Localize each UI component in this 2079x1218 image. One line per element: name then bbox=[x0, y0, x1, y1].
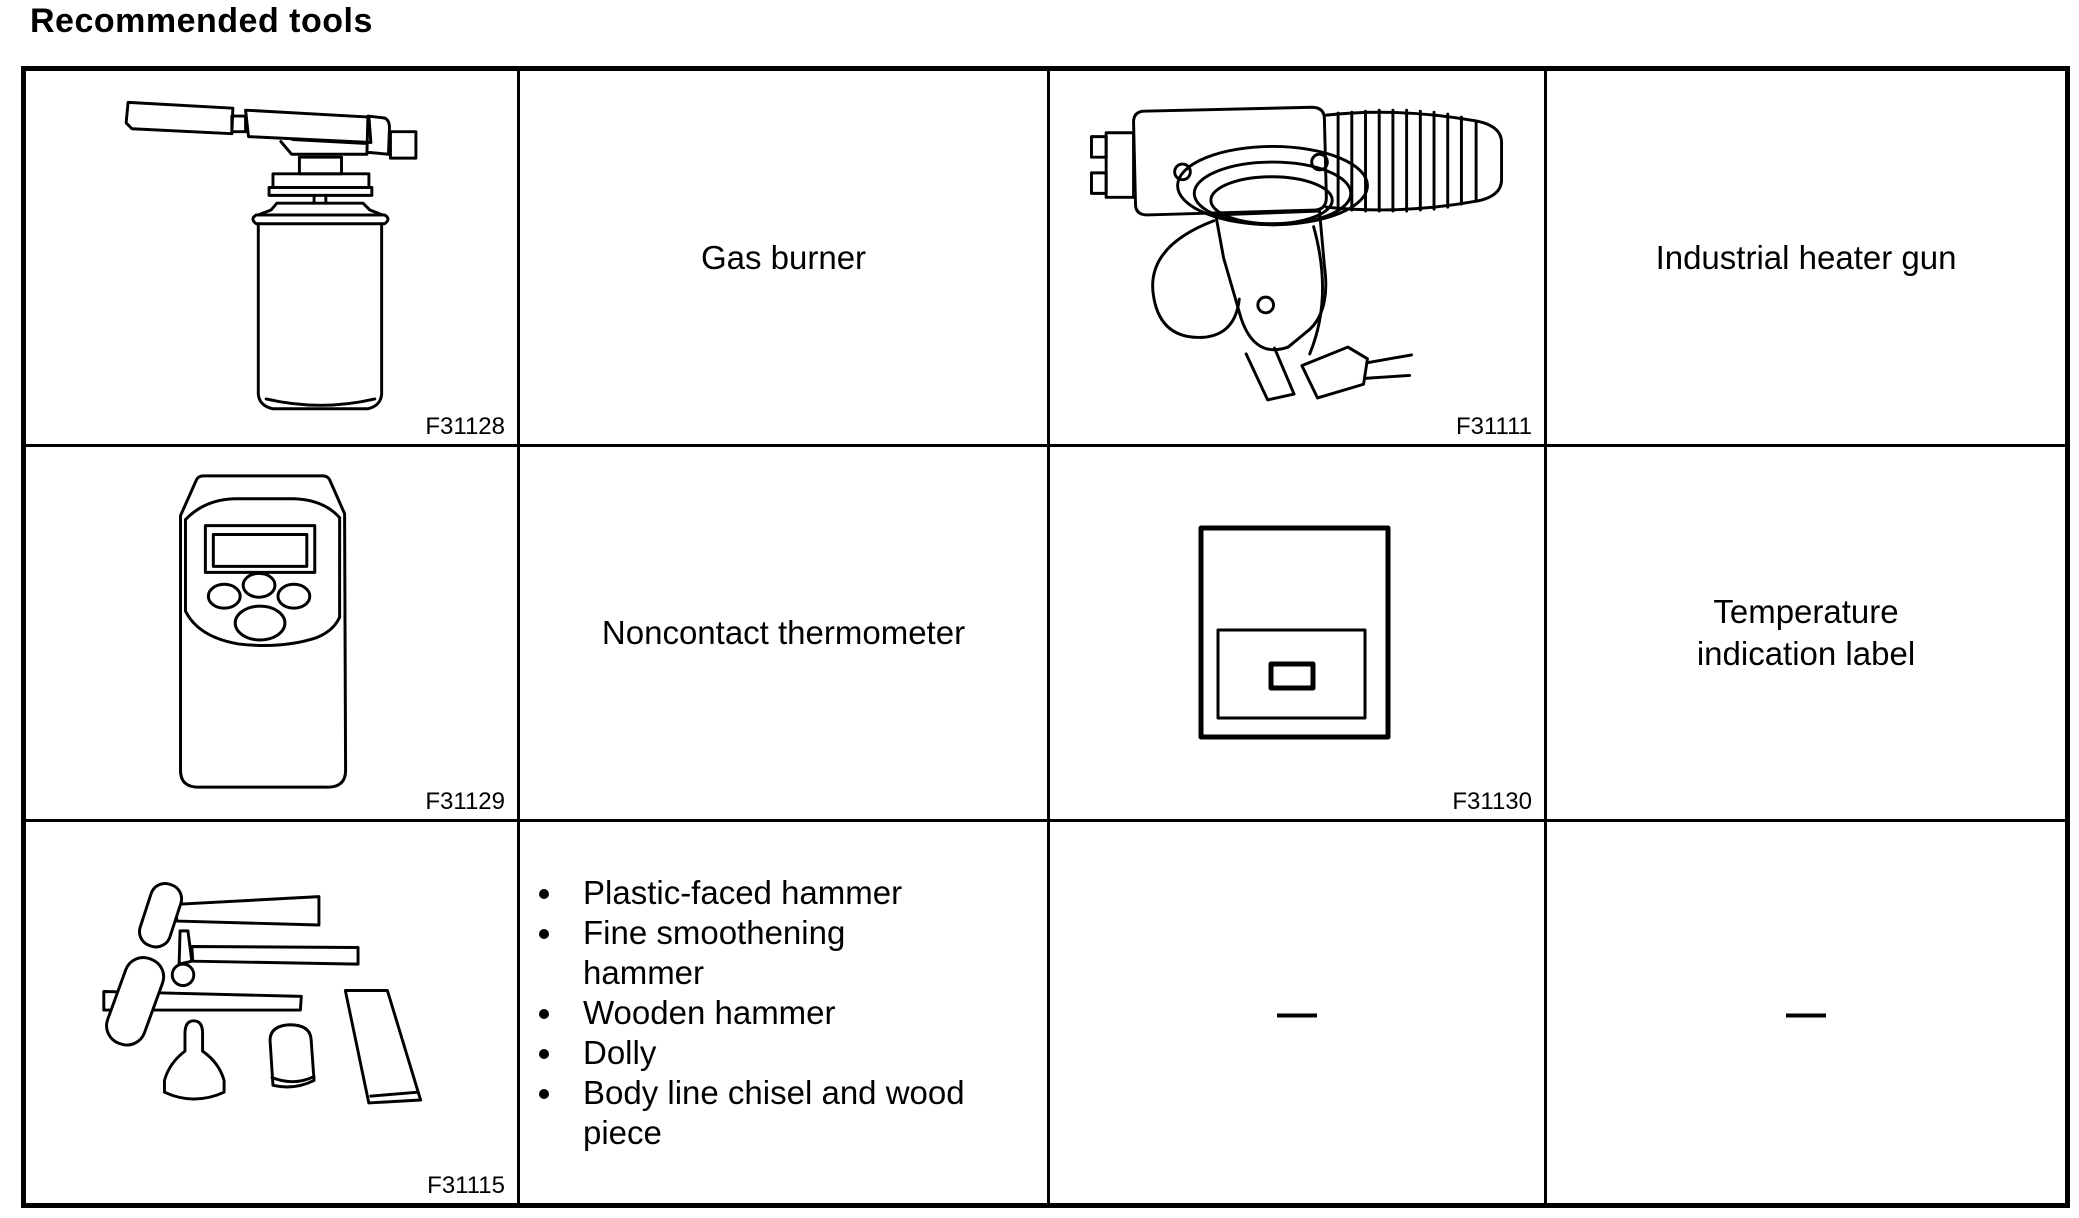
list-item: Wooden hammer bbox=[537, 993, 969, 1033]
cell-gas-burner-figure bbox=[26, 71, 520, 447]
temperature-indication-label-illustration bbox=[1197, 524, 1397, 742]
cell-heater-gun-figure bbox=[1050, 71, 1547, 447]
hand-tools-list bbox=[537, 873, 969, 1153]
cell-hammer-set-figure bbox=[26, 822, 520, 1203]
noncontact-thermometer-illustration bbox=[122, 454, 422, 812]
figure-id: F31111 bbox=[1455, 413, 1532, 440]
page-title: Recommended tools bbox=[30, 2, 373, 40]
cell-temperature-label-label bbox=[1547, 447, 2065, 822]
list-item: Fine smoothening hammer bbox=[537, 913, 969, 993]
list-item: Body line chisel and wood piece bbox=[537, 1073, 969, 1153]
cell-heater-gun-label bbox=[1547, 71, 2065, 447]
recommended-tools-table bbox=[21, 66, 2070, 1208]
cell-empty-dash-2 bbox=[1547, 822, 2065, 1203]
list-item: Plastic-faced hammer bbox=[537, 873, 969, 913]
tool-label: Temperature indication label bbox=[1696, 593, 1916, 672]
empty-dash: — bbox=[1277, 990, 1317, 1035]
cell-hand-tools-list bbox=[520, 822, 1050, 1203]
empty-dash: — bbox=[1786, 990, 1826, 1035]
cell-thermometer-label bbox=[520, 447, 1050, 822]
hammer-dolly-chisel-set-illustration bbox=[37, 837, 507, 1189]
cell-temperature-label-figure bbox=[1050, 447, 1547, 822]
tool-label: Gas burner bbox=[700, 238, 867, 276]
figure-id: F31115 bbox=[427, 1172, 505, 1199]
gas-burner-illustration bbox=[62, 72, 482, 444]
cell-thermometer-figure bbox=[26, 447, 520, 822]
figure-id: F31129 bbox=[425, 788, 505, 815]
list-item: Dolly bbox=[537, 1033, 969, 1073]
cell-gas-burner-label bbox=[520, 71, 1050, 447]
figure-id: F31128 bbox=[425, 413, 505, 440]
tool-label: Industrial heater gun bbox=[1655, 238, 1957, 276]
cell-empty-dash-1 bbox=[1050, 822, 1547, 1203]
industrial-heater-gun-illustration bbox=[1067, 72, 1527, 444]
figure-id: F31130 bbox=[1452, 788, 1532, 815]
tool-label: Noncontact thermometer bbox=[601, 614, 966, 651]
